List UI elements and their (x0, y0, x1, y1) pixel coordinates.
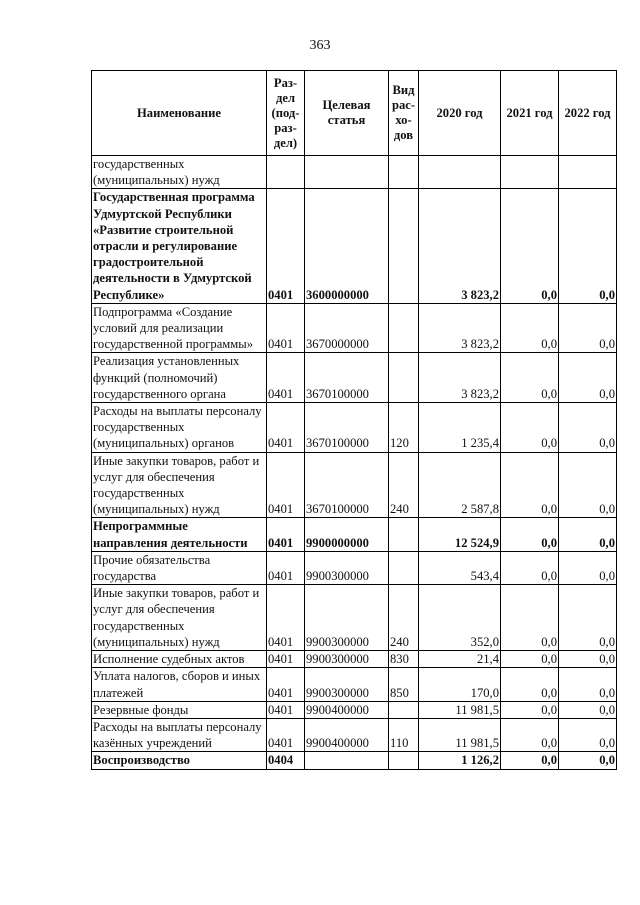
table-row (92, 189, 617, 303)
cell-2022 (559, 156, 617, 189)
cell-2020: 11 981,5 (419, 701, 501, 718)
header-2020: 2020 год (419, 71, 501, 156)
cell-expense-type: 830 (389, 651, 419, 668)
cell-section: 0401 (267, 189, 305, 303)
cell-2020: 3 823,2 (419, 303, 501, 353)
cell-target: 9900300000 (305, 585, 389, 651)
table-row (92, 353, 617, 403)
cell-section (267, 156, 305, 189)
cell-name: Подпрограмма «Создание условий для реализации государственной программы» (92, 303, 267, 353)
cell-name: Иные закупки товаров, работ и услуг для обеспечения государственных (муниципальных) нужд (92, 452, 267, 518)
header-section: Раз- дел (под- раз- дел) (267, 71, 305, 156)
table-row (92, 701, 617, 718)
cell-2022: 0,0 (559, 651, 617, 668)
cell-section: 0401 (267, 353, 305, 403)
cell-2020: 3 823,2 (419, 353, 501, 403)
cell-expense-type (389, 701, 419, 718)
header-2022: 2022 год (559, 71, 617, 156)
page-number: 363 (309, 38, 331, 53)
cell-name: Иные закупки товаров, работ и услуг для обеспечения государственных (муниципальных) нужд (92, 585, 267, 651)
cell-2022: 0,0 (559, 518, 617, 551)
cell-2020: 543,4 (419, 551, 501, 584)
cell-2022: 0,0 (559, 752, 617, 769)
cell-2021: 0,0 (501, 651, 559, 668)
cell-name: Государственная программа Удмуртской Республики «Развитие строительной отрасли и регулирование градостроительной деятельности в Удмуртской Республике» (92, 189, 267, 303)
cell-2022: 0,0 (559, 452, 617, 518)
cell-2020: 3 823,2 (419, 189, 501, 303)
table-row (92, 518, 617, 551)
table-row (92, 156, 617, 189)
cell-2022: 0,0 (559, 668, 617, 701)
cell-expense-type (389, 551, 419, 584)
cell-expense-type: 240 (389, 452, 419, 518)
cell-section: 0401 (267, 651, 305, 668)
cell-2021 (501, 156, 559, 189)
cell-target: 3670000000 (305, 303, 389, 353)
cell-expense-type (389, 303, 419, 353)
cell-target: 3670100000 (305, 452, 389, 518)
cell-expense-type: 850 (389, 668, 419, 701)
cell-target: 3670100000 (305, 403, 389, 453)
cell-name: Прочие обязательства государства (92, 551, 267, 584)
cell-2022: 0,0 (559, 718, 617, 751)
cell-expense-type (389, 752, 419, 769)
header-name: Наименование (92, 71, 267, 156)
cell-2022: 0,0 (559, 551, 617, 584)
cell-target (305, 156, 389, 189)
cell-target: 9900000000 (305, 518, 389, 551)
cell-expense-type: 120 (389, 403, 419, 453)
cell-target: 9900300000 (305, 668, 389, 701)
cell-2021: 0,0 (501, 718, 559, 751)
cell-section: 0401 (267, 551, 305, 584)
cell-name: государственных (муниципальных) нужд (92, 156, 267, 189)
cell-name: Реализация установленных функций (полномочий) государственного органа (92, 353, 267, 403)
cell-section: 0401 (267, 585, 305, 651)
cell-target: 9900300000 (305, 651, 389, 668)
cell-section: 0404 (267, 752, 305, 769)
header-target: Целевая статья (305, 71, 389, 156)
cell-2020 (419, 156, 501, 189)
cell-target: 3670100000 (305, 353, 389, 403)
cell-section: 0401 (267, 303, 305, 353)
table-row (92, 551, 617, 584)
cell-2020: 11 981,5 (419, 718, 501, 751)
table-header-row (92, 71, 617, 156)
cell-2021: 0,0 (501, 585, 559, 651)
cell-name: Расходы на выплаты персоналу государственных (муниципальных) органов (92, 403, 267, 453)
cell-section: 0401 (267, 452, 305, 518)
cell-2021: 0,0 (501, 452, 559, 518)
cell-section: 0401 (267, 403, 305, 453)
cell-2020: 170,0 (419, 668, 501, 701)
cell-2020: 12 524,9 (419, 518, 501, 551)
cell-section: 0401 (267, 518, 305, 551)
header-2021: 2021 год (501, 71, 559, 156)
table-row (92, 752, 617, 769)
cell-2020: 21,4 (419, 651, 501, 668)
cell-name: Воспроизводство (92, 752, 267, 769)
cell-2022: 0,0 (559, 353, 617, 403)
cell-2021: 0,0 (501, 668, 559, 701)
cell-2021: 0,0 (501, 403, 559, 453)
cell-2020: 352,0 (419, 585, 501, 651)
cell-expense-type (389, 353, 419, 403)
cell-2021: 0,0 (501, 303, 559, 353)
header-expense-type: Вид рас- хо- дов (389, 71, 419, 156)
cell-target: 9900400000 (305, 701, 389, 718)
cell-expense-type: 240 (389, 585, 419, 651)
cell-2021: 0,0 (501, 551, 559, 584)
cell-expense-type (389, 156, 419, 189)
cell-target (305, 752, 389, 769)
cell-section: 0401 (267, 701, 305, 718)
cell-target: 3600000000 (305, 189, 389, 303)
cell-2021: 0,0 (501, 752, 559, 769)
cell-2020: 1 126,2 (419, 752, 501, 769)
cell-name: Уплата налогов, сборов и иных платежей (92, 668, 267, 701)
cell-target: 9900300000 (305, 551, 389, 584)
cell-name: Резервные фонды (92, 701, 267, 718)
cell-name: Непрограммные направления деятельности (92, 518, 267, 551)
cell-section: 0401 (267, 718, 305, 751)
cell-name: Исполнение судебных актов (92, 651, 267, 668)
cell-expense-type (389, 518, 419, 551)
cell-2022: 0,0 (559, 403, 617, 453)
cell-2022: 0,0 (559, 585, 617, 651)
table-row (92, 668, 617, 701)
cell-2022: 0,0 (559, 303, 617, 353)
cell-2022: 0,0 (559, 189, 617, 303)
table-row (92, 718, 617, 751)
cell-2021: 0,0 (501, 353, 559, 403)
cell-section: 0401 (267, 668, 305, 701)
cell-2021: 0,0 (501, 701, 559, 718)
table-row (92, 651, 617, 668)
cell-name: Расходы на выплаты персоналу казённых учреждений (92, 718, 267, 751)
table-body (92, 156, 617, 770)
cell-expense-type: 110 (389, 718, 419, 751)
cell-2020: 2 587,8 (419, 452, 501, 518)
cell-2020: 1 235,4 (419, 403, 501, 453)
table-row (92, 403, 617, 453)
budget-table (91, 70, 617, 770)
table-row (92, 303, 617, 353)
table-row (92, 452, 617, 518)
cell-expense-type (389, 189, 419, 303)
cell-target: 9900400000 (305, 718, 389, 751)
table-row (92, 585, 617, 651)
cell-2022: 0,0 (559, 701, 617, 718)
cell-2021: 0,0 (501, 189, 559, 303)
cell-2021: 0,0 (501, 518, 559, 551)
